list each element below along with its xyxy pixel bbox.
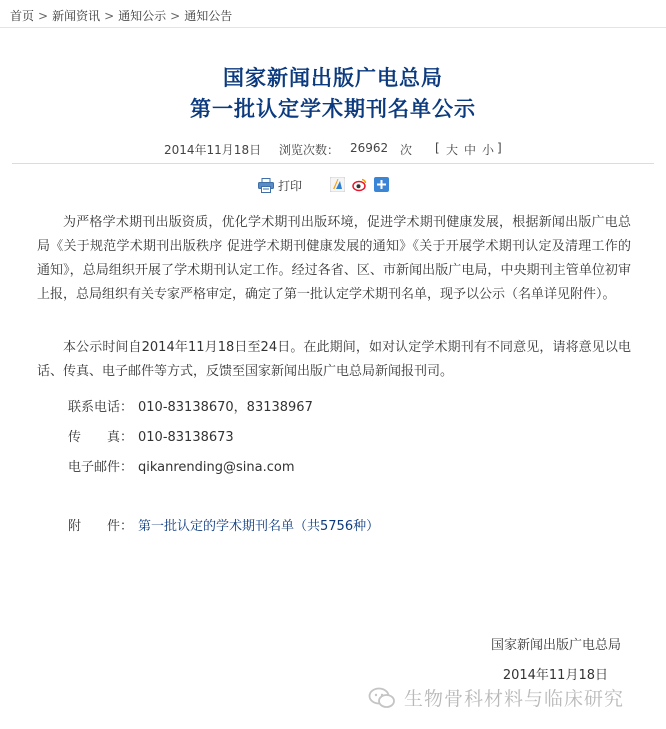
contact-fax xyxy=(68,426,234,445)
views-label: 浏览次数： xyxy=(279,143,340,157)
fax-value: 010-83138673 xyxy=(138,430,234,445)
fax-label: 传 真： xyxy=(68,430,134,445)
email-value: qikanrending@sina.com xyxy=(138,460,295,475)
font-size-bracket-open: [ xyxy=(435,141,440,155)
phone-label: 联系电话： xyxy=(68,400,134,415)
content-paragraph-2: 本公示时间自2014年11月18日至24日。在此期间，如对认定学术期刊有不同意见，请将意见以电话、传真、电子邮件等方式，反馈至国家新闻出版广电总局新闻报刊司。 xyxy=(37,340,631,379)
font-size-small-button[interactable]: 小 xyxy=(482,143,495,157)
attachment xyxy=(68,515,379,534)
contact-phone xyxy=(68,396,313,415)
phone-value: 010-83138670，83138967 xyxy=(138,400,313,415)
views-unit: 次 xyxy=(400,143,413,157)
divider xyxy=(12,163,654,164)
breadcrumb-notices[interactable]: 通知公示 xyxy=(118,9,167,23)
breadcrumb-home[interactable]: 首页 xyxy=(10,9,35,23)
print-label: 打印 xyxy=(278,179,303,193)
watermark xyxy=(368,684,624,711)
attachment-link[interactable]: 第一批认定的学术期刊名单（共5756种） xyxy=(138,519,380,534)
email-label: 电子邮件： xyxy=(68,460,134,475)
content-paragraph-1: 为严格学术期刊出版资质，优化学术期刊出版环境，促进学术期刊健康发展，根据新闻出版广电总局《关于规范学术期刊出版秩序 促进学术期刊健康发展的通知》《关于开展学术期刊认定及清理工作的通知》，总局组织开展了学术期刊认定工作。经过各省、区、市新闻出版广电局，中央期刊主管单位初审上报，总局组织有关专家严格审定，确定了第一批认定学术期刊名单，现予以公示（名单详见附件）。 xyxy=(37,215,631,302)
breadcrumb xyxy=(10,7,232,24)
wechat-icon xyxy=(368,686,396,710)
font-size-bracket-close: ] xyxy=(497,141,502,155)
divider xyxy=(0,27,666,28)
page-title-line2: 第一批认定学术期刊名单公示 xyxy=(190,96,476,121)
views-count: 26962 xyxy=(350,141,389,155)
font-size-medium-button[interactable]: 中 xyxy=(464,143,477,157)
breadcrumb-separator: > xyxy=(38,9,49,23)
publish-date: 2014年11月18日 xyxy=(164,143,262,157)
print-button[interactable] xyxy=(258,177,302,194)
contact-email xyxy=(68,456,295,475)
qzone-icon[interactable] xyxy=(330,177,345,192)
article-toolbar xyxy=(258,176,398,196)
font-size-large-button[interactable]: 大 xyxy=(446,143,459,157)
attachment-label: 附 件： xyxy=(68,519,134,534)
signature-date: 2014年11月18日 xyxy=(502,668,608,683)
printer-icon xyxy=(258,178,274,193)
add-share-icon[interactable] xyxy=(374,177,389,192)
breadcrumb-separator: > xyxy=(104,9,115,23)
weibo-icon[interactable] xyxy=(352,177,367,192)
signature-org: 国家新闻出版广电总局 xyxy=(490,638,621,653)
breadcrumb-news[interactable]: 新闻资讯 xyxy=(52,9,101,23)
breadcrumb-announcements[interactable]: 通知公告 xyxy=(184,9,233,23)
watermark-text: 生物骨科材料与临床研究 xyxy=(404,688,625,710)
page-title-line1: 国家新闻出版广电总局 xyxy=(223,65,443,90)
breadcrumb-separator: > xyxy=(170,9,181,23)
